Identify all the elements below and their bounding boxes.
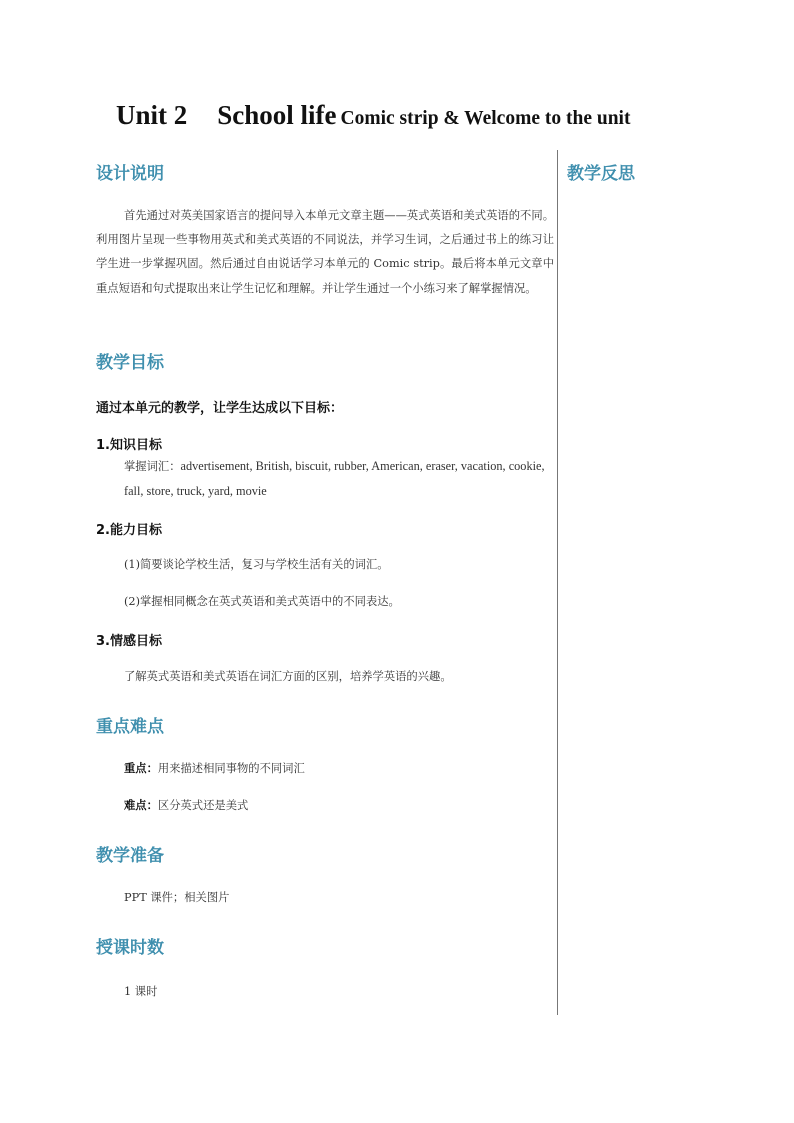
focus-label: 重点： (124, 762, 158, 775)
focus-text: 用来描述相同事物的不同词汇 (157, 762, 305, 775)
design-paragraph: 首先通过对英美国家语言的提问导入本单元文章主题——英式英语和美式英语的不同。利用图片呈现一些事物用英式和美式英语的不同说法，并学习生词，之后通过书上的练习让学生进一步掌握巩固。然后通过自由说话学习本单元的 Comic strip。最后将本单元文章中重点短语和句式提取出来让学生记忆和理解。并让学生通过一个小练习来了解掌握情况。 (96, 209, 554, 295)
difficulty-text: 区分英式还是美式 (157, 799, 249, 812)
document-title (116, 100, 630, 131)
knowledge-goal-vocab (124, 454, 554, 504)
unit-subtitle: Comic strip & Welcome to the unit (340, 108, 631, 129)
preparation-text: PPT 课件；相关图片 (124, 891, 230, 904)
ability-goal-item: (1)简要谈论学校生活，复习与学校生活有关的词汇。 (124, 558, 389, 571)
reflection-heading: 教学反思 (567, 164, 635, 184)
knowledge-goal-title: 1.知识目标 (96, 438, 162, 453)
ability-goal-title: 2.能力目标 (96, 523, 162, 538)
key-points-heading: 重点难点 (96, 717, 164, 737)
objectives-heading: 教学目标 (96, 353, 164, 373)
difficulty-line (124, 797, 248, 813)
vocab-words: advertisement, British, biscuit, rubber, American, eraser, vacation, cookie, fall, store, truck, yard, movie (124, 459, 545, 498)
objectives-intro: 通过本单元的教学，让学生达成以下目标： (96, 401, 344, 416)
unit-number: Unit 2 (116, 100, 188, 130)
column-divider (557, 150, 558, 1015)
vocab-label: 掌握词汇： (124, 460, 181, 473)
ability-goal-item: (2)掌握相同概念在英式英语和美式英语中的不同表达。 (124, 595, 400, 608)
hours-text: 1 课时 (124, 985, 158, 998)
design-heading: 设计说明 (96, 164, 164, 184)
focus-line (124, 760, 305, 776)
hours-heading: 授课时数 (96, 938, 164, 958)
preparation-heading: 教学准备 (96, 846, 164, 866)
difficulty-label: 难点： (124, 799, 158, 812)
emotion-goal-title: 3.情感目标 (96, 634, 162, 649)
unit-topic: School life (217, 100, 337, 130)
emotion-goal-text: 了解英式英语和美式英语在词汇方面的区别，培养学英语的兴趣。 (124, 670, 452, 683)
